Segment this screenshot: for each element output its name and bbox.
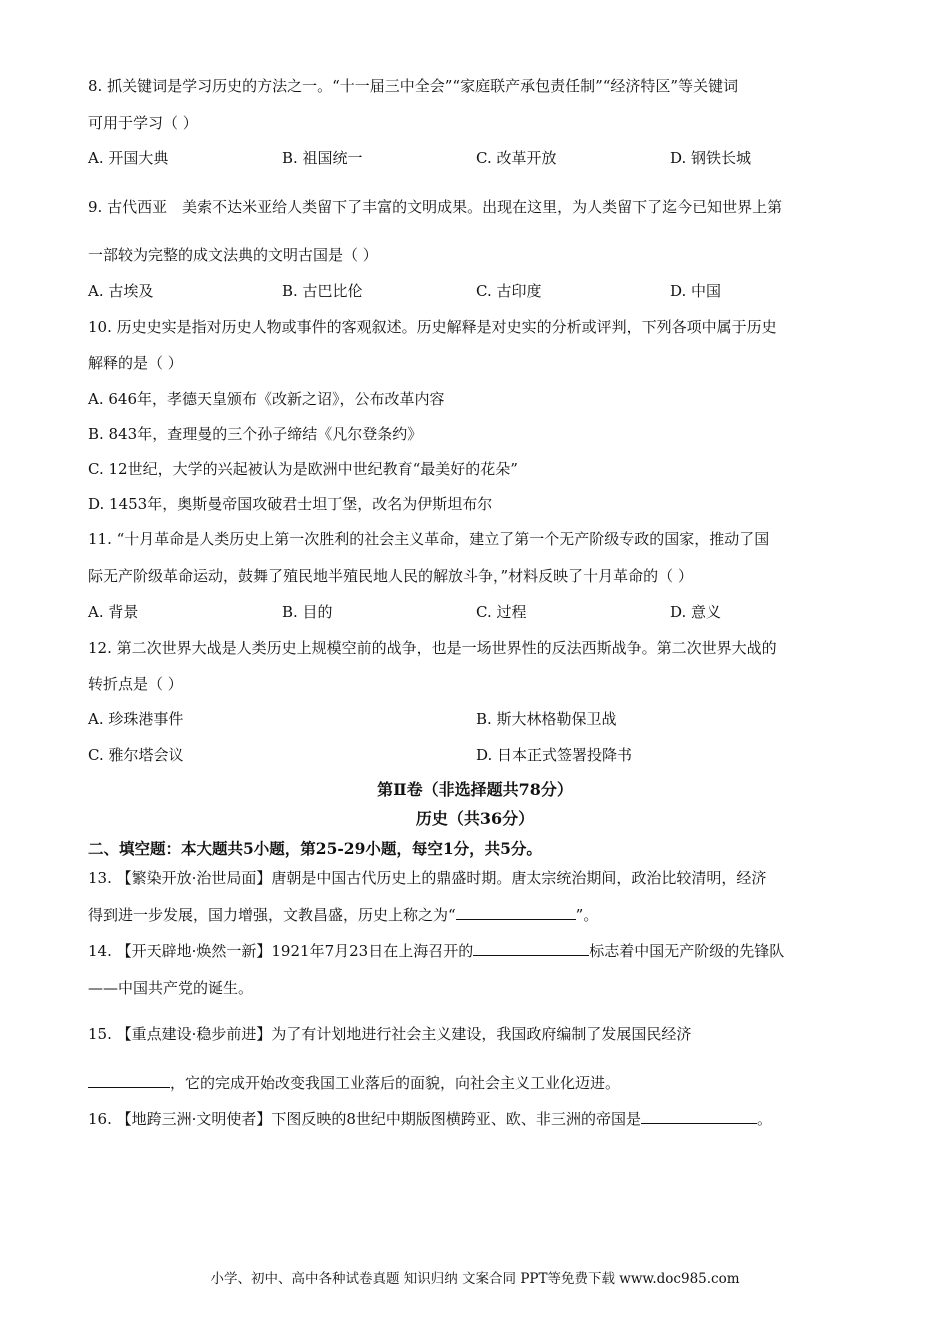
q10-stem-line2: 解释的是（ ） bbox=[88, 354, 183, 372]
q12-stem-line2: 转折点是（ ） bbox=[88, 675, 183, 693]
q16-text: 16. 【地跨三洲·文明使者】下图反映的8世纪中期版图横跨亚、欧、非三洲的帝国是 bbox=[88, 1110, 641, 1128]
q12-option-c: C. 雅尔塔会议 bbox=[88, 746, 184, 764]
q10-option-b: B. 843年，查理曼的三个孙子缔结《凡尔登条约》 bbox=[88, 425, 423, 443]
q10-option-c: C. 12世纪，大学的兴起被认为是欧洲中世纪教育“最美好的花朵” bbox=[88, 460, 518, 478]
q10-stem-line1: 10. 历史史实是指对历史人物或事件的客观叙述。历史解释是对史实的分析或评判，下列各项中属于历史 bbox=[88, 318, 777, 336]
part2-heading: 第Ⅱ卷（非选择题共78分） bbox=[377, 780, 573, 799]
section-title: 二、填空题：本大题共5小题，第25-29小题，每空1分，共5分。 bbox=[88, 839, 542, 858]
q11-option-c: C. 过程 bbox=[476, 603, 527, 621]
q11-stem-line1: 11. “十月革命是人类历史上第一次胜利的社会主义革命，建立了第一个无产阶级专政的国家，推动了国 bbox=[88, 530, 770, 548]
q11-stem-line2: 际无产阶级革命运动，鼓舞了殖民地半殖民地人民的解放斗争，”材料反映了十月革命的（ ） bbox=[88, 567, 693, 585]
q12-option-d: D. 日本正式签署投降书 bbox=[476, 746, 633, 764]
q11-option-b: B. 目的 bbox=[282, 603, 333, 621]
q11-option-d: D. 意义 bbox=[670, 603, 722, 621]
q10-option-d: D. 1453年，奥斯曼帝国攻破君士坦丁堡，改名为伊斯坦布尔 bbox=[88, 495, 493, 513]
page-footer: 小学、初中、高中各种试卷真题 知识归纳 文案合同 PPT等免费下载 www.doc985.com bbox=[210, 1271, 740, 1287]
q8-option-c: C. 改革开放 bbox=[476, 149, 557, 167]
q9-stem-line2: 一部较为完整的成文法典的文明古国是（ ） bbox=[88, 246, 378, 264]
q8-stem-line2: 可用于学习（ ） bbox=[88, 114, 198, 132]
q11-option-a: A. 背景 bbox=[88, 603, 139, 621]
q9-option-d: D. 中国 bbox=[670, 282, 722, 300]
q14-line1 bbox=[88, 941, 784, 961]
q13-line1: 13. 【繁染开放·治世局面】唐朝是中国古代历史上的鼎盛时期。唐太宗统治期间，政治比较清明，经济 bbox=[88, 869, 767, 887]
q10-option-a: A. 646年，孝德天皇颁布《改新之诏》，公布改革内容 bbox=[88, 390, 445, 408]
q9-stem-line1: 9. 古代西亚 美索不达米亚给人类留下了丰富的文明成果。出现在这里，为人类留下了迄今已知世界上第 bbox=[88, 198, 783, 216]
q15-text: ，它的完成开始改变我国工业落后的面貌，向社会主义工业化迈进。 bbox=[170, 1074, 621, 1092]
q12-option-a: A. 珍珠港事件 bbox=[88, 710, 184, 728]
q14-text-end: 标志着中国无产阶级的先锋队 bbox=[589, 942, 785, 960]
q8-stem-line1: 8. 抓关键词是学习历史的方法之一。“十一届三中全会”“家庭联产承包责任制”“经济特区”等关键词 bbox=[88, 77, 739, 95]
q15-line2 bbox=[88, 1073, 620, 1093]
q9-option-b: B. 古巴比伦 bbox=[282, 282, 363, 300]
q16-text-end: 。 bbox=[756, 1110, 772, 1128]
q16-answer-blank[interactable] bbox=[641, 1109, 757, 1124]
q14-text: 14. 【开天辟地·焕然一新】1921年7月23日在上海召开的 bbox=[88, 942, 474, 960]
q15-answer-blank[interactable] bbox=[88, 1073, 170, 1088]
q13-answer-blank[interactable] bbox=[456, 905, 576, 920]
q9-option-c: C. 古印度 bbox=[476, 282, 542, 300]
q13-line2 bbox=[88, 905, 598, 925]
q8-option-a: A. 开国大典 bbox=[88, 149, 169, 167]
q12-option-b: B. 斯大林格勒保卫战 bbox=[476, 710, 617, 728]
q15-line1: 15. 【重点建设·稳步前进】为了有计划地进行社会主义建设，我国政府编制了发展国民经济 bbox=[88, 1025, 692, 1043]
q9-option-a: A. 古埃及 bbox=[88, 282, 154, 300]
q8-option-b: B. 祖国统一 bbox=[282, 149, 363, 167]
q13-text: 得到进一步发展，国力增强，文教昌盛，历史上称之为“ bbox=[88, 906, 456, 924]
q12-stem-line1: 12. 第二次世界大战是人类历史上规模空前的战争，也是一场世界性的反法西斯战争。第二次世界大战的 bbox=[88, 639, 777, 657]
history-heading: 历史（共36分） bbox=[415, 809, 535, 828]
q16-line1 bbox=[88, 1109, 772, 1129]
q14-answer-blank[interactable] bbox=[473, 941, 589, 956]
q14-line2: ——中国共产党的诞生。 bbox=[88, 979, 254, 997]
q8-option-d: D. 钢铁长城 bbox=[670, 149, 752, 167]
q13-text-end: ”。 bbox=[575, 906, 599, 924]
